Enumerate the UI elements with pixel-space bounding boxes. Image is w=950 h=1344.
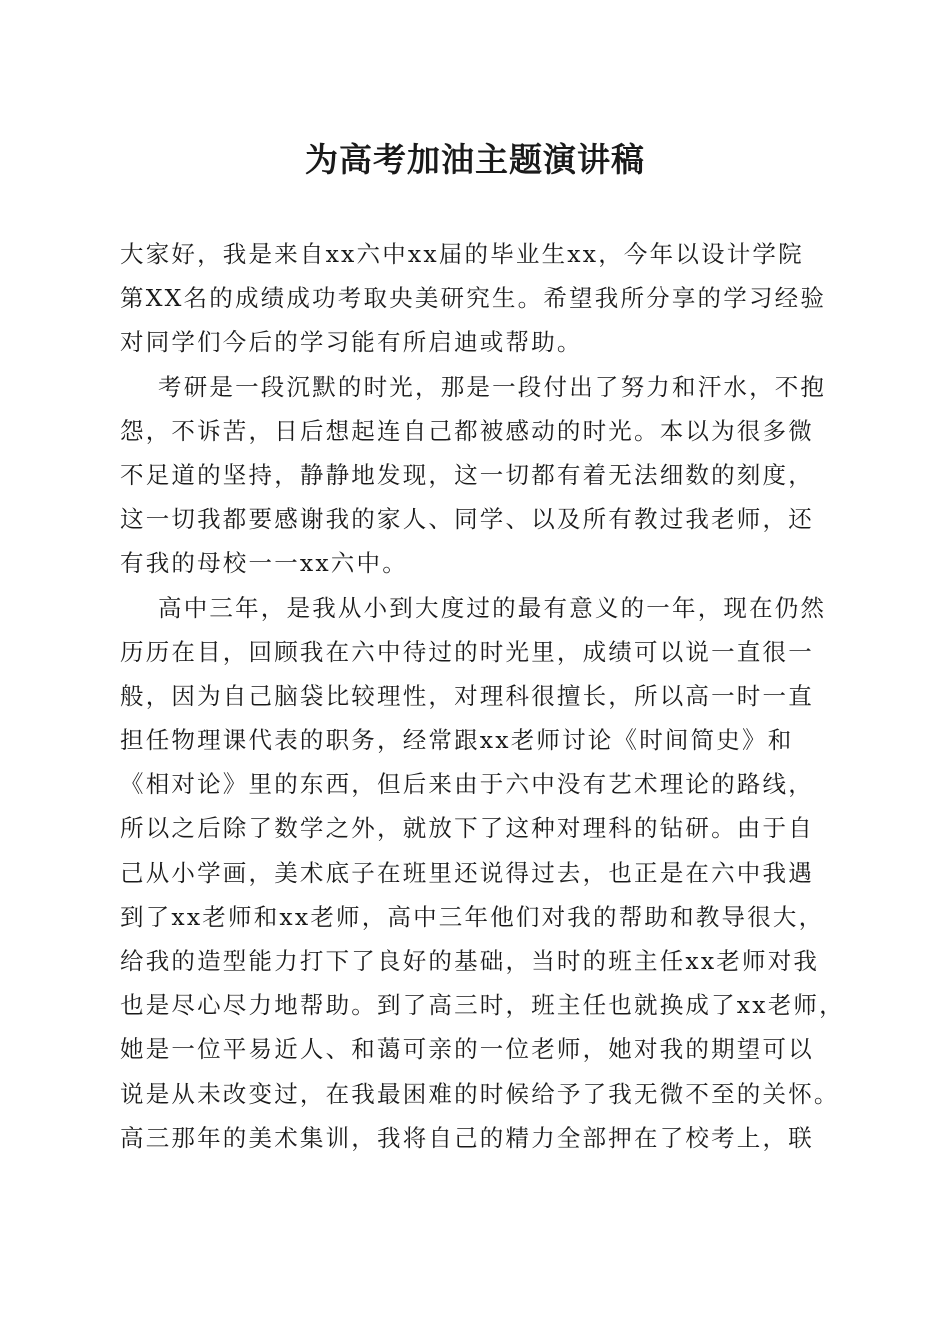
- text-line: 这一切我都要感谢我的家人、同学、以及所有教过我老师，还: [120, 505, 814, 534]
- text-line: 所以之后除了数学之外，就放下了这种对理科的钻研。由于自: [120, 814, 814, 843]
- text-line: 说是从未改变过，在我最困难的时候给予了我无微不至的关怀。: [120, 1079, 840, 1108]
- text-line: 担任物理课代表的职务，经常跟xx老师讨论《时间简史》和: [120, 726, 794, 755]
- text-line: 也是尽心尽力地帮助。到了高三时，班主任也就换成了xx老师，: [120, 991, 845, 1020]
- text-line: 考研是一段沉默的时光，那是一段付出了努力和汗水，不抱: [158, 372, 827, 401]
- text-line: 怨，不诉苦，日后想起连自己都被感动的时光。本以为很多微: [120, 416, 814, 445]
- text-line: 《相对论》里的东西，但后来由于六中没有艺术理论的路线，: [120, 770, 814, 799]
- text-line: 第XX名的成绩成功考取央美研究生。希望我所分享的学习经验: [120, 284, 827, 313]
- text-line: 高三那年的美术集训，我将自己的精力全部押在了校考上，联: [120, 1123, 814, 1152]
- text-line: 给我的造型能力打下了良好的基础，当时的班主任xx老师对我: [120, 947, 820, 975]
- document-body: [120, 232, 845, 1160]
- text-line: 不足道的坚持，静静地发现，这一切都有着无法细数的刻度，: [120, 460, 814, 489]
- text-line: 到了xx老师和xx老师，高中三年他们对我的帮助和教导很大，: [120, 902, 825, 931]
- text-line: 有我的母校一一xx六中。: [120, 549, 408, 578]
- text-line: 高中三年，是我从小到大度过的最有意义的一年，现在仍然: [158, 593, 827, 622]
- document-title: 为高考加油主题演讲稿: [305, 140, 645, 179]
- text-line: 般，因为自己脑袋比较理性，对理科很擅长，所以高一时一直: [120, 681, 814, 710]
- text-line: 己从小学画，美术底子在班里还说得过去，也正是在六中我遇: [120, 858, 814, 887]
- text-line: 大家好，我是来自xx六中xx届的毕业生xx，今年以设计学院: [120, 240, 804, 268]
- text-line: 她是一位平易近人、和蔼可亲的一位老师，她对我的期望可以: [120, 1035, 814, 1064]
- text-line: 对同学们今后的学习能有所启迪或帮助。: [120, 328, 583, 357]
- text-line: 历历在目，回顾我在六中待过的时光里，成绩可以说一直很一: [120, 637, 814, 666]
